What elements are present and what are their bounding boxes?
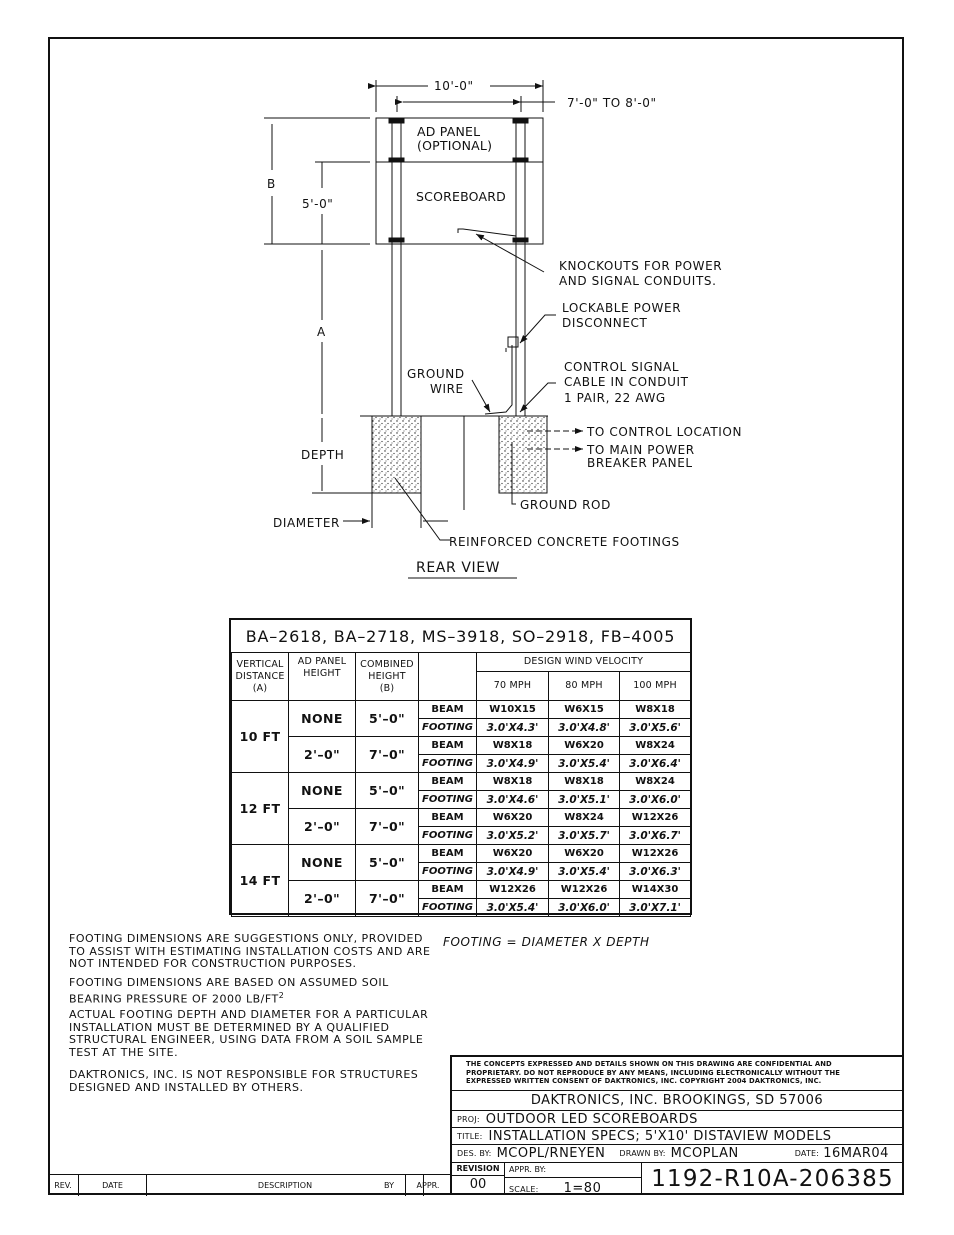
table-row: FOOTING 3.0'X5.2' 3.0'X5.7' 3.0'X6.7' xyxy=(232,827,691,845)
drawn-by: MCOPLAN xyxy=(670,1146,739,1161)
ground-rod-label: GROUND ROD xyxy=(520,498,611,512)
designer: MCOPL/RNEYEN xyxy=(496,1146,606,1161)
revision-number: 00 xyxy=(469,1177,487,1192)
diameter-label: DIAMETER xyxy=(273,516,340,530)
ad-panel-label: AD PANEL xyxy=(417,124,481,139)
table-row: FOOTING 3.0'X4.9' 3.0'X5.4' 3.0'X6.3' xyxy=(232,863,691,881)
dim-b-label: B xyxy=(267,177,276,191)
distance-cell: 14 FT xyxy=(232,845,289,917)
designer-row: DES. BY: MCOPL/RNEYEN DRAWN BY: MCOPLAN DATE: 16MAR04 xyxy=(452,1145,902,1163)
title-row: TITLE: INSTALLATION SPECS; 5'X10' DISTAVIEW MODELS xyxy=(452,1128,902,1145)
ground-wire-label-2: WIRE xyxy=(430,382,464,396)
note-3: ACTUAL FOOTING DEPTH AND DIAMETER FOR A PARTICULAR INSTALLATION MUST BE DETERMINED BY A QUALIFIED STRUCTURAL ENGINEER, USING DATA FROM A SOIL SAMPLE TEST AT THE SITE. xyxy=(69,1008,429,1059)
spec-table-title: BA–2618, BA–2718, MS–3918, SO–2918, FB–4005 xyxy=(231,620,690,653)
scoreboard-label: SCOREBOARD xyxy=(416,189,506,204)
spec-table xyxy=(229,618,692,915)
project-row: PROJ: OUTDOOR LED SCOREBOARDS xyxy=(452,1111,902,1128)
to-control-label: TO CONTROL LOCATION xyxy=(587,425,743,439)
table-row: 2'–0" 7'–0" BEAM W6X20 W8X24 W12X26 xyxy=(232,809,691,827)
table-row: 10 FT NONE 5'–0" BEAM W10X15 W6X15 W8X18 xyxy=(232,701,691,719)
company-name: DAKTRONICS, INC. BROOKINGS, SD 57006 xyxy=(530,1093,824,1108)
lockable-label-2: DISCONNECT xyxy=(562,316,648,330)
footings-label: REINFORCED CONCRETE FOOTINGS xyxy=(449,535,680,549)
header-70mph: 70 MPH xyxy=(477,672,549,701)
table-row: 2'–0" 7'–0" BEAM W12X26 W12X26 W14X30 xyxy=(232,881,691,899)
ad-panel-optional-label: (OPTIONAL) xyxy=(417,138,493,153)
view-title: REAR VIEW xyxy=(416,560,501,576)
to-main-label-2: BREAKER PANEL xyxy=(587,456,693,470)
scale: 1=80 xyxy=(563,1181,602,1196)
dim-a-label: A xyxy=(317,325,326,339)
distance-cell: 12 FT xyxy=(232,773,289,845)
header-100mph: 100 MPH xyxy=(620,672,691,701)
distance-cell: 10 FT xyxy=(232,701,289,773)
table-row: FOOTING 3.0'X4.3' 3.0'X4.8' 3.0'X5.6' xyxy=(232,719,691,737)
depth-label: DEPTH xyxy=(301,448,345,462)
note-4: DAKTRONICS, INC. IS NOT RESPONSIBLE FOR STRUCTURES DESIGNED AND INSTALLED BY OTHERS. xyxy=(69,1068,419,1094)
note-1: FOOTING DIMENSIONS ARE SUGGESTIONS ONLY, PROVIDED TO ASSIST WITH ESTIMATING INSTALLATION COSTS AND ARE NOT INTENDED FOR CONSTRUCTION PURPOSES. xyxy=(69,932,431,970)
confidential-notice: THE CONCEPTS EXPRESSED AND DETAILS SHOWN ON THIS DRAWING ARE CONFIDENTIAL AND PROPRIETARY. DO NOT REPRODUCE BY ANY MEANS, INCLUDING ELECTRONICALLY WITHOUT THE EXPRESSED WRITTEN CONSENT OF DAKTRONICS, INC. COPYRIGHT 2004 DAKTRONICS, INC. xyxy=(452,1057,902,1091)
header-wind-velocity: DESIGN WIND VELOCITY xyxy=(477,653,691,672)
approval-scale-cell: APPR. BY: SCALE: 1=80 xyxy=(504,1163,642,1195)
footing-formula: FOOTING = DIAMETER X DEPTH xyxy=(443,935,650,949)
table-row: 12 FT NONE 5'–0" BEAM W8X18 W8X18 W8X24 xyxy=(232,773,691,791)
header-vertical-distance: VERTICAL DISTANCE (A) xyxy=(232,653,289,701)
dim-5ft-label: 5'-0" xyxy=(302,197,334,211)
header-ad-panel-height: AD PANEL HEIGHT xyxy=(289,653,356,701)
title-block xyxy=(450,1055,904,1195)
knockouts-label-1: KNOCKOUTS FOR POWER xyxy=(559,259,723,273)
note-2: FOOTING DIMENSIONS ARE BASED ON ASSUMED SOIL BEARING PRESSURE OF 2000 $LB/FT^2$ xyxy=(69,976,389,1006)
right-footing xyxy=(499,416,547,493)
project-name: OUTDOOR LED SCOREBOARDS xyxy=(485,1111,698,1127)
revision-cell: REVISION 00 xyxy=(452,1163,505,1195)
drawing-title: INSTALLATION SPECS; 5'X10' DISTAVIEW MODELS xyxy=(488,1128,832,1144)
table-row: 14 FT NONE 5'–0" BEAM W6X20 W6X20 W12X26 xyxy=(232,845,691,863)
drawing-number: 1192-R10A-206385 xyxy=(651,1166,894,1192)
table-row: FOOTING 3.0'X4.6' 3.0'X5.1' 3.0'X6.0' xyxy=(232,791,691,809)
left-footing xyxy=(372,416,421,493)
table-row: 2'–0" 7'–0" BEAM W8X18 W6X20 W8X24 xyxy=(232,737,691,755)
lockable-label-1: LOCKABLE POWER xyxy=(562,301,682,315)
drawing-date: 16MAR04 xyxy=(823,1146,889,1161)
ground-wire-label-1: GROUND xyxy=(407,367,465,381)
table-row: FOOTING 3.0'X4.9' 3.0'X5.4' 3.0'X6.4' xyxy=(232,755,691,773)
control-signal-label-1: CONTROL SIGNAL xyxy=(564,360,680,374)
company-row xyxy=(452,1091,902,1111)
to-main-label-1: TO MAIN POWER xyxy=(587,443,695,457)
table-row: FOOTING 3.0'X5.4' 3.0'X6.0' 3.0'X7.1' xyxy=(232,899,691,917)
dim-post-spacing: 7'-0" TO 8'-0" xyxy=(567,96,657,110)
dim-overall-width: 10'-0" xyxy=(434,79,474,93)
control-signal-label-3: 1 PAIR, 22 AWG xyxy=(564,391,666,405)
control-signal-label-2: CABLE IN CONDUIT xyxy=(564,375,689,389)
revision-block: REV. DATE DESCRIPTION BY APPR. xyxy=(48,1174,450,1195)
knockouts-label-2: AND SIGNAL CONDUITS. xyxy=(559,274,717,288)
header-combined-height: COMBINED HEIGHT (B) xyxy=(356,653,419,701)
header-80mph: 80 MPH xyxy=(549,672,620,701)
